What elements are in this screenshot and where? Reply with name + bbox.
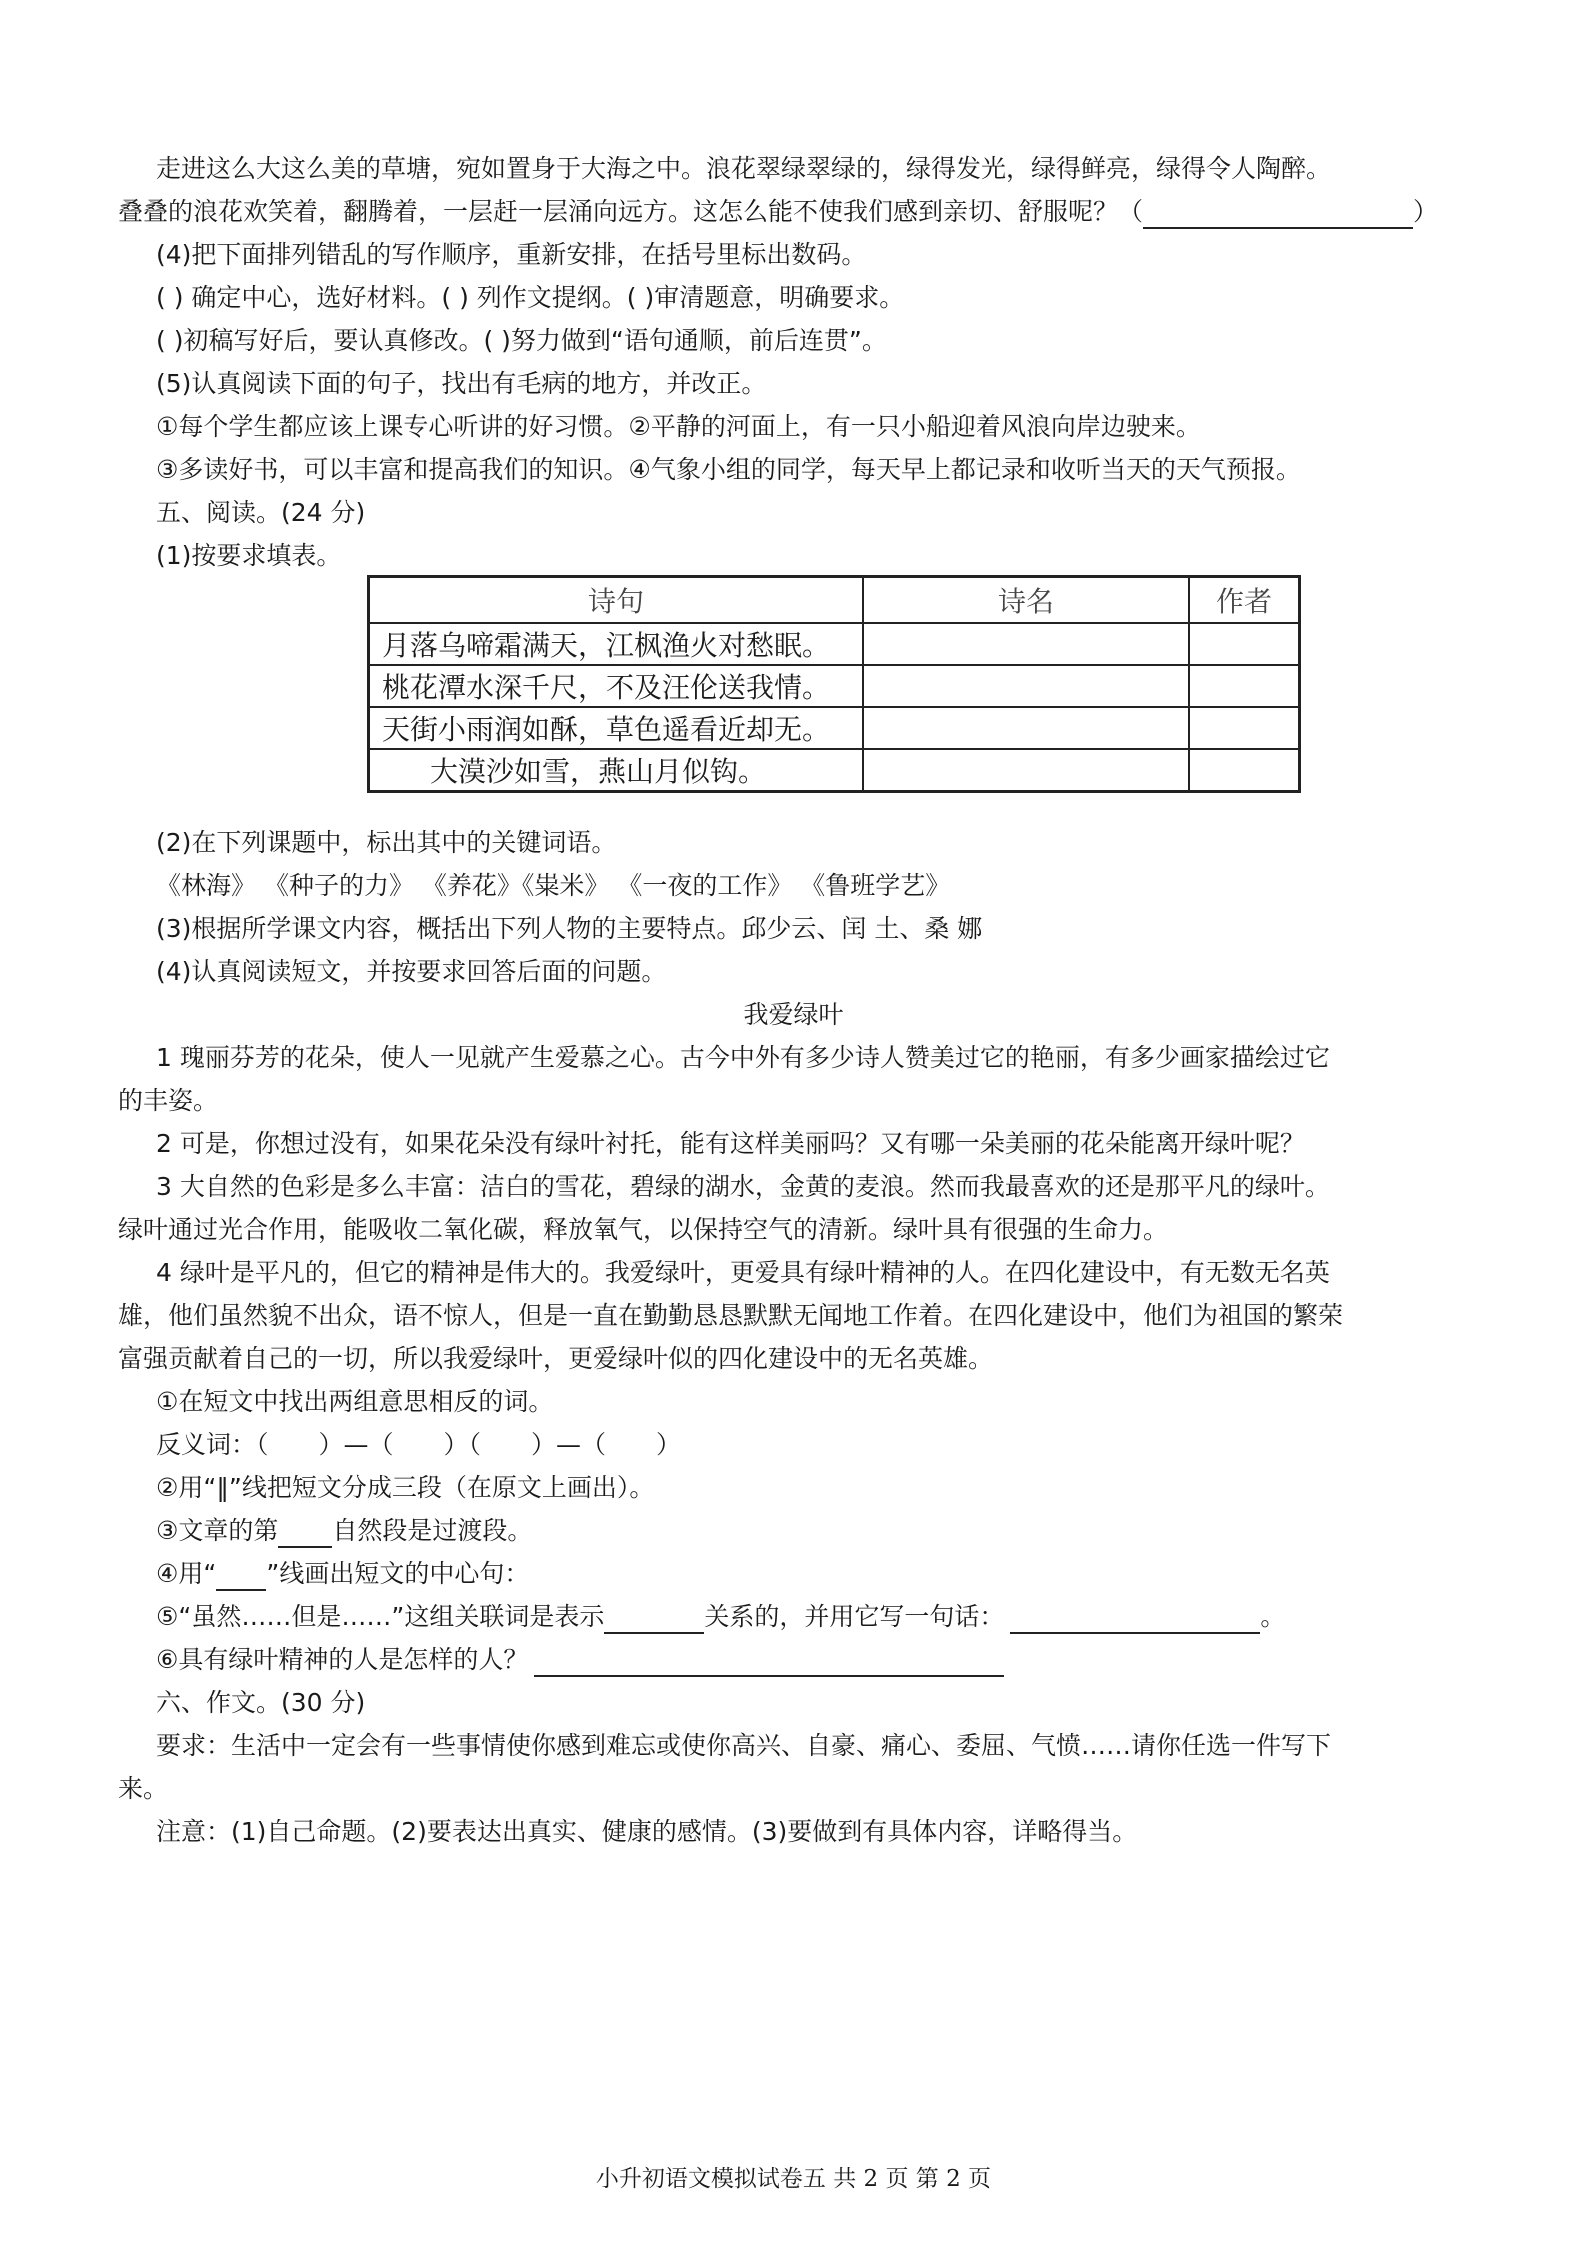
poem-author-cell[interactable] [1189,665,1300,707]
table-row [369,749,1300,792]
text-segment: 关系的，并用它写一句话： [704,1602,1005,1631]
text-segment: ） [1413,197,1439,226]
text-line: 走进这么大这么美的草塘，宛如置身于大海之中。浪花翠绿翠绿的，绿得发光，绿得鲜亮，绿得令人陶醉。 [156,154,1332,183]
poem-name-cell[interactable] [863,623,1189,665]
page-footer: 小升初语文模拟试卷五 共 2 页 第 2 页 [595,2166,992,2192]
passage-line: 4 绿叶是平凡的，但它的精神是伟大的。我爱绿叶，更爱具有绿叶精神的人。在四化建设中，有无数无名英 [156,1258,1330,1287]
poem-name-cell[interactable] [863,749,1189,792]
text-segment: ⑤“虽然……但是……”这组关联词是表示 [156,1602,605,1631]
passage-title: 我爱绿叶 [743,1000,844,1029]
text-segment: 。 [1260,1602,1286,1631]
poem-author-cell[interactable] [1189,749,1300,792]
text-segment: 叠叠的浪花欢笑着，翻腾着，一层赶一层涌向远方。这怎么能不使我们感到亲切、舒服呢？（ [118,197,1144,226]
passage-question-1: ①在短文中找出两组意思相反的词。 [156,1387,554,1416]
poem-name-cell[interactable] [863,707,1189,749]
poem-line: 月落乌啼霜满天，江枫渔火对愁眠。 [369,623,864,665]
table-header: 作者 [1189,577,1300,624]
composition-requirement: 来。 [118,1774,169,1803]
table-row [369,707,1300,749]
question-5-sentences: ①每个学生都应该上课专心听讲的好习惯。②平静的河面上，有一只小船迎着风浪向岸边驶来。 [156,412,1201,441]
passage-line: 富强贡献着自己的一切，所以我爱绿叶，更爱绿叶似的四化建设中的无名英雄。 [118,1344,994,1373]
answer-blank[interactable] [278,1520,332,1548]
answer-blank[interactable] [1010,1606,1260,1634]
reading-question-2: (2)在下列课题中，标出其中的关键词语。 [156,828,617,857]
table-header: 诗名 [863,577,1189,624]
poem-table [367,575,1301,793]
line-sample [216,1563,266,1591]
passage-line: 2 可是，你想过没有，如果花朵没有绿叶衬托，能有这样美丽吗？又有哪一朵美丽的花朵能离开绿叶呢？ [156,1129,1305,1158]
answer-blank[interactable] [534,1649,1004,1677]
answer-blank[interactable] [604,1606,704,1634]
question-5: (5)认真阅读下面的句子，找出有毛病的地方，并改正。 [156,369,767,398]
poem-author-cell[interactable] [1189,707,1300,749]
text-segment: ⑥具有绿叶精神的人是怎样的人？ [156,1645,529,1674]
text-segment: ”线画出短文的中心句： [266,1559,530,1588]
question-4: (4)把下面排列错乱的写作顺序，重新安排，在括号里标出数码。 [156,240,867,269]
question-4-items: ( ) 确定中心，选好材料。( ) 列作文提纲。( )审清题意，明确要求。 [156,283,905,312]
antonym-blanks[interactable]: 反义词：（ ）—（ ）（ ）—（ ） [156,1430,682,1459]
passage-question-3 [156,1514,532,1548]
table-header: 诗句 [369,577,864,624]
text-segment: 自然段是过渡段。 [332,1516,533,1545]
passage-question-2: ②用“‖”线把短文分成三段（在原文上画出）。 [156,1473,655,1502]
question-5-sentences: ③多读好书，可以丰富和提高我们的知识。④气象小组的同学，每天早上都记录和收听当天的天气预报。 [156,455,1301,484]
passage-question-6 [156,1643,1004,1677]
text-line [118,195,1438,229]
poem-line: 桃花潭水深千尺，不及汪伦送我情。 [369,665,864,707]
table-row [369,665,1300,707]
passage-question-4 [156,1557,529,1591]
lesson-titles: 《林海》 《种子的力》 《养花》《粜米》 《一夜的工作》 《鲁班学艺》 [156,871,951,900]
passage-line: 绿叶通过光合作用，能吸收二氧化碳，释放氧气，以保持空气的清新。绿叶具有很强的生命力。 [118,1215,1169,1244]
reading-question-1: (1)按要求填表。 [156,541,342,570]
passage-line: 的丰姿。 [118,1086,219,1115]
reading-question-4: (4)认真阅读短文，并按要求回答后面的问题。 [156,957,667,986]
poem-line: 天街小雨润如酥，草色遥看近却无。 [369,707,864,749]
text-segment: ④用“ [156,1559,217,1588]
passage-line: 3 大自然的色彩是多么丰富：洁白的雪花，碧绿的湖水，金黄的麦浪。然而我最喜欢的还是那平凡的绿叶。 [156,1172,1330,1201]
table-header-row [369,577,1300,624]
composition-notes: 注意：(1)自己命题。(2)要表达出真实、健康的感情。(3)要做到有具体内容，详略得当。 [156,1817,1138,1846]
poem-author-cell[interactable] [1189,623,1300,665]
answer-blank[interactable] [1143,201,1413,229]
passage-line: 1 瑰丽芬芳的花朵，使人一见就产生爱慕之心。古今中外有多少诗人赞美过它的艳丽，有多少画家描绘过它 [156,1043,1330,1072]
passage-question-5 [156,1600,1285,1634]
question-4-items: ( )初稿写好后，要认真修改。( )努力做到“语句通顺，前后连贯”。 [156,326,887,355]
table-row [369,623,1300,665]
text-segment: ③文章的第 [156,1516,279,1545]
passage-line: 雄，他们虽然貌不出众，语不惊人，但是一直在勤勤恳恳默默无闻地工作着。在四化建设中，他们为祖国的繁荣 [118,1301,1344,1330]
section-heading: 六、作文。(30 分) [156,1688,366,1717]
poem-line: 大漠沙如雪，燕山月似钩。 [369,749,864,792]
composition-requirement: 要求：生活中一定会有一些事情使你感到难忘或使你高兴、自豪、痛心、委屈、气愤……请你任选一件写下 [156,1731,1332,1760]
reading-question-3: (3)根据所学课文内容，概括出下列人物的主要特点。邱少云、闰 土、桑 娜 [156,914,983,943]
section-heading: 五、阅读。(24 分) [156,498,366,527]
poem-name-cell[interactable] [863,665,1189,707]
